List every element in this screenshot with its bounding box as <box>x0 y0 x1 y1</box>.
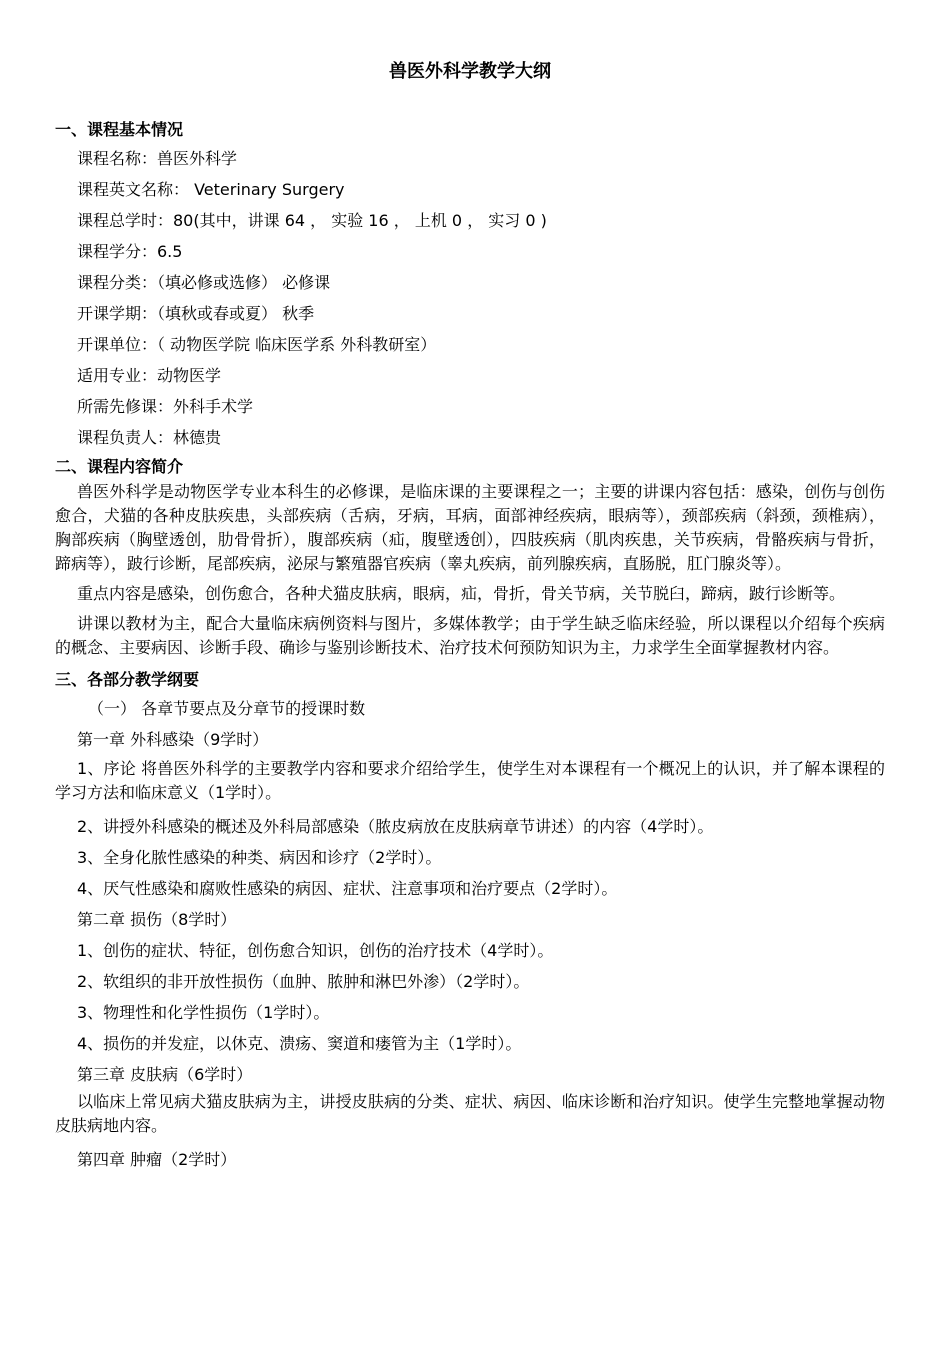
outline-subheading: （一） 各章节要点及分章节的授课时数 <box>88 699 366 718</box>
section-heading-basic-info: 一、课程基本情况 <box>55 120 184 139</box>
chapter4-title: 第四章 肿瘤（2学时） <box>77 1150 237 1169</box>
chapter2-item: 3、物理性和化学性损伤（1学时）。 <box>77 1003 330 1022</box>
chapter1-item: 2、讲授外科感染的概述及外科局部感染（脓皮病放在皮肤病章节讲述）的内容（4学时）。 <box>77 817 714 836</box>
key-content-paragraph: 重点内容是感染，创伤愈合，各种犬猫皮肤病，眼病，疝，骨折，骨关节病，关节脱臼，蹄病，跛行诊断等。 <box>77 584 846 603</box>
chapter2-item: 4、损伤的并发症，以休克、溃疡、窦道和瘘管为主（1学时）。 <box>77 1034 522 1053</box>
teaching-method-paragraph: 讲课以教材为主，配合大量临床病例资料与图片，多媒体教学；由于学生缺乏临床经验，所以课程以介绍每个疾病的概念、主要病因、诊断手段、确诊与鉴别诊断技术、治疗技术何预防知识为主，力求学生全面掌握教材内容。 <box>55 614 885 657</box>
course-department: 开课单位：（ 动物医学院 临床医学系 外科教研室） <box>77 335 437 354</box>
chapter1-item: 4、厌气性感染和腐败性感染的病因、症状、注意事项和治疗要点（2学时）。 <box>77 879 618 898</box>
course-total-hours: 课程总学时：80(其中，讲课 64 ， 实验 16 ， 上机 0 ， 实习 0 ) <box>77 211 547 230</box>
chapter1-title: 第一章 外科感染（9学时） <box>77 730 269 749</box>
course-prerequisite: 所需先修课：外科手术学 <box>77 397 254 416</box>
course-major: 适用专业：动物医学 <box>77 366 222 385</box>
chapter1-item: 1、序论 将兽医外科学的主要教学内容和要求介绍给学生，使学生对本课程有一个概况上的认识，并了解本课程的学习方法和临床意义（1学时）。 <box>55 759 885 802</box>
course-credits: 课程学分：6.5 <box>77 242 183 261</box>
chapter2-title: 第二章 损伤（8学时） <box>77 910 237 929</box>
course-category: 课程分类：（填必修或选修） 必修课 <box>77 273 331 292</box>
chapter1-item: 3、全身化脓性感染的种类、病因和诊疗（2学时）。 <box>77 848 442 867</box>
document-title: 兽医外科学教学大纲 <box>389 61 551 82</box>
chapter2-item: 2、软组织的非开放性损伤（血肿、脓肿和淋巴外渗）（2学时）。 <box>77 972 530 991</box>
course-owner: 课程负责人：林德贵 <box>77 428 222 447</box>
chapter3-title: 第三章 皮肤病（6学时） <box>77 1065 253 1084</box>
chapter2-item: 1、创伤的症状、特征，创伤愈合知识，创伤的治疗技术（4学时）。 <box>77 941 554 960</box>
intro-paragraph: 兽医外科学是动物医学专业本科生的必修课，是临床课的主要课程之一；主要的讲课内容包括：感染，创伤与创伤愈合，犬猫的各种皮肤疾患，头部疾病（舌病，牙病，耳病，面部神经疾病，眼病等），颈部疾病（斜颈，颈椎病），胸部疾病（胸壁透创，肋骨骨折），腹部疾病（疝，腹壁透创），四肢疾病（肌肉疾患，关节疾病，骨骼疾病与骨折，蹄病等），跛行诊断，尾部疾病，泌尿与繁殖器官疾病（睾丸疾病，前列腺疾病，直肠脱，肛门腺炎等）。 <box>55 482 885 573</box>
section-heading-content-intro: 二、课程内容简介 <box>55 457 184 476</box>
course-term: 开课学期：（填秋或春或夏） 秋季 <box>77 304 315 323</box>
section-heading-outline: 三、各部分教学纲要 <box>55 670 200 689</box>
chapter3-body: 以临床上常见病犬猫皮肤病为主，讲授皮肤病的分类、症状、病因、临床诊断和治疗知识。使学生完整地掌握动物皮肤病地内容。 <box>55 1092 885 1135</box>
course-name: 课程名称：兽医外科学 <box>77 149 238 168</box>
document-page <box>55 58 885 1175</box>
course-english-name: 课程英文名称： Veterinary Surgery <box>77 180 345 199</box>
